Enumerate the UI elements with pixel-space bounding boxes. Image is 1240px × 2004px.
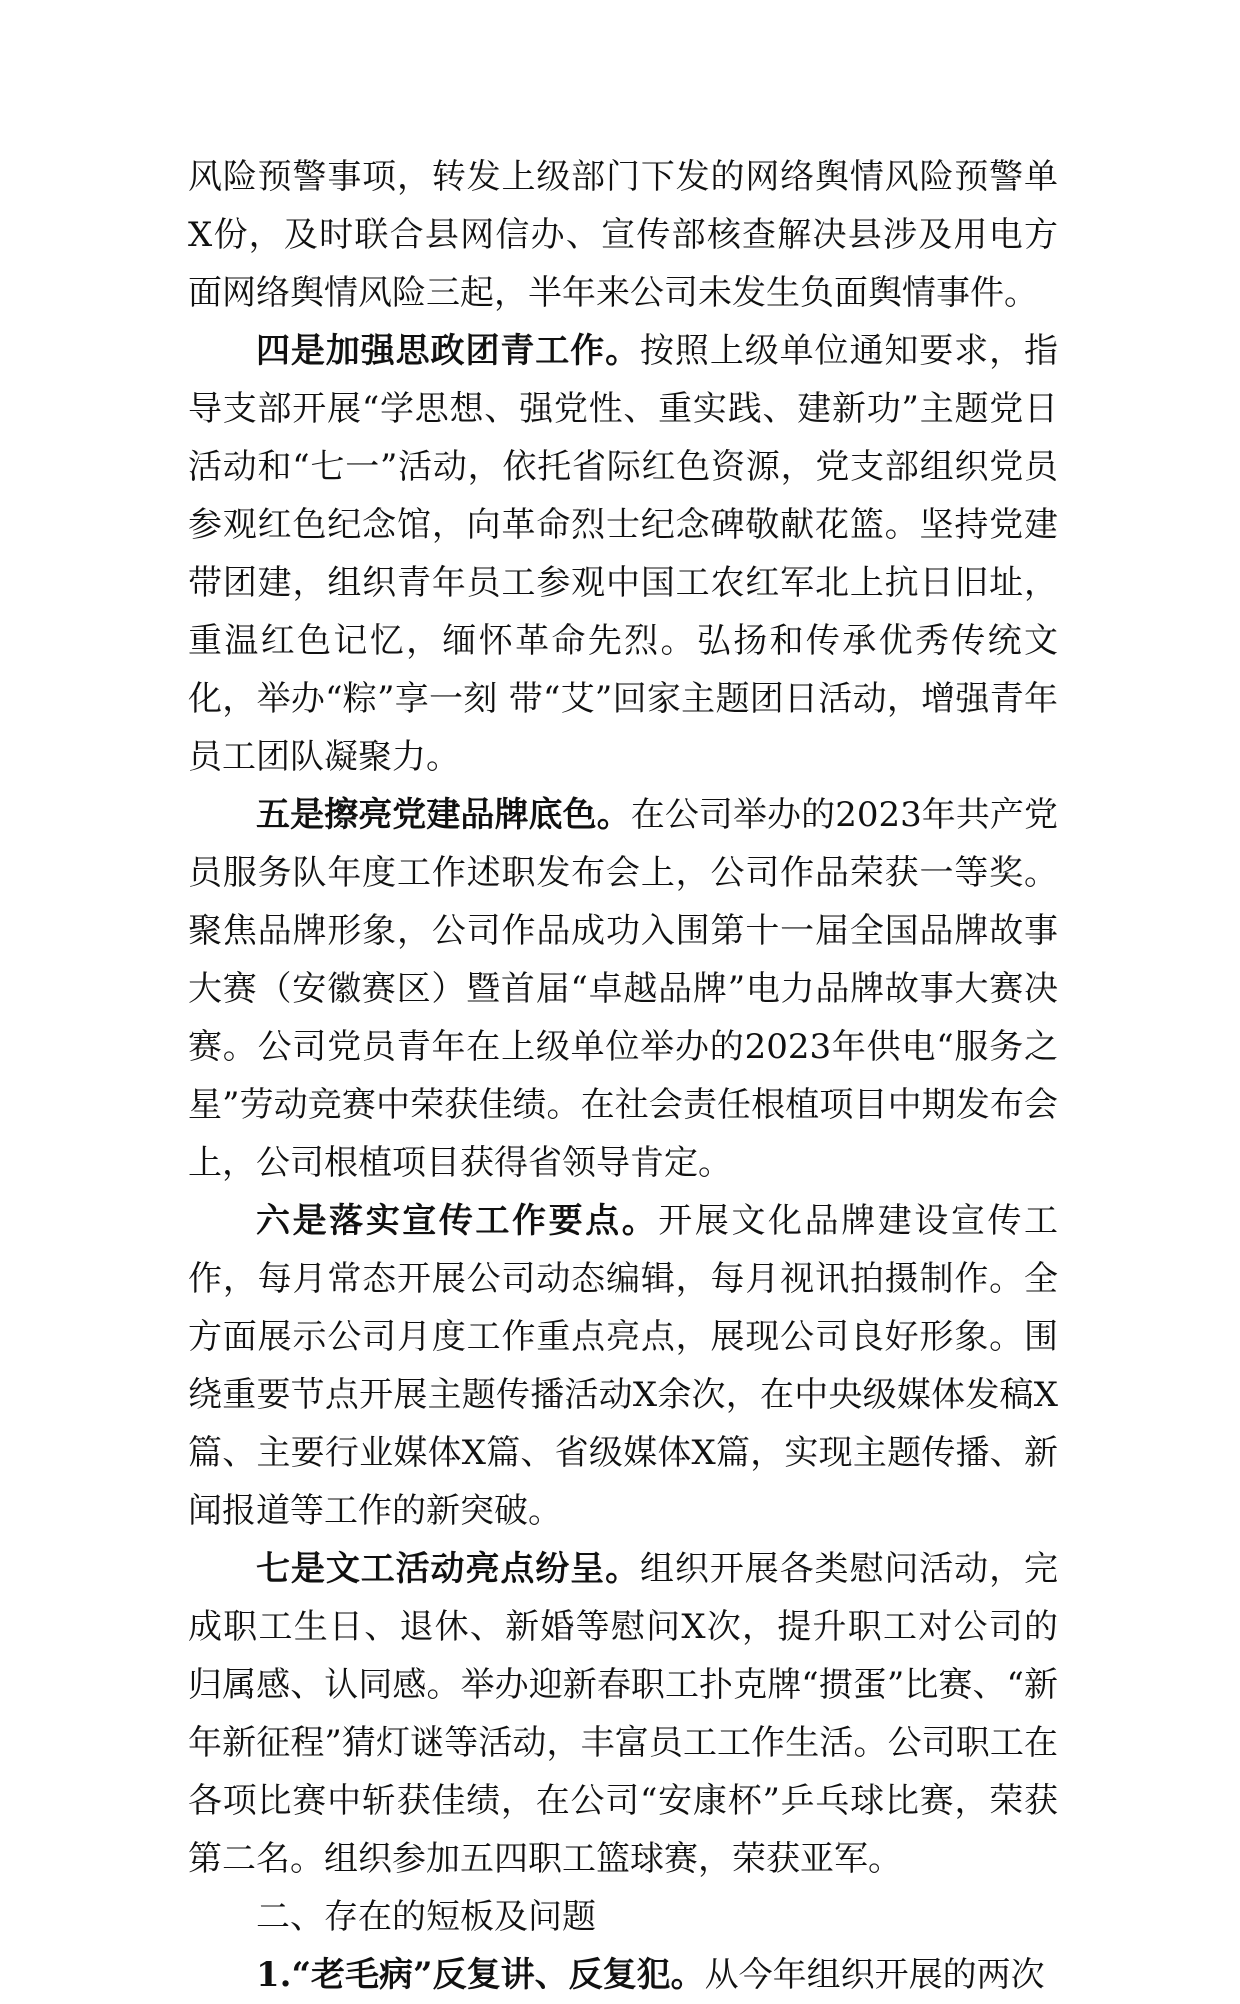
paragraph-heading: 1.“老毛病”反复讲、反复犯。	[256, 1955, 705, 1995]
paragraph-publicity	[188, 1192, 1058, 1540]
paragraph-heading: 六是落实宣传工作要点。	[256, 1201, 659, 1241]
paragraph-cultural-activities	[188, 1540, 1058, 1888]
paragraph-heading: 四是加强思政团青工作。	[256, 331, 640, 371]
section-title-problems	[188, 1888, 1058, 1946]
document-page	[188, 148, 1058, 2004]
paragraph-heading: 五是擦亮党建品牌底色。	[256, 795, 631, 835]
paragraph-youth-work	[188, 322, 1058, 786]
paragraph-recurring-problems	[188, 1946, 1058, 2004]
section-title-text: 二、存在的短板及问题	[256, 1897, 596, 1937]
paragraph-text: 组织开展各类慰问活动，完成职工生日、退休、新婚等慰问X次，提升职工对公司的归属感、认同感。举办迎新春职工扑克牌“掼蛋”比赛、“新年新征程”猜灯谜等活动，丰富员工工作生活。公司职工在各项比赛中斩获佳绩，在公司“安康杯”乒乓球比赛，荣获第二名。组织参加五四职工篮球赛，荣获亚军。	[188, 1549, 1058, 1879]
paragraph-heading: 七是文工活动亮点纷呈。	[256, 1549, 640, 1589]
paragraph-text: 风险预警事项，转发上级部门下发的网络舆情风险预警单X份，及时联合县网信办、宣传部核查解决县涉及用电方面网络舆情风险三起，半年来公司未发生负面舆情事件。	[188, 157, 1058, 313]
paragraph-public-opinion	[188, 148, 1058, 322]
paragraph-text: 按照上级单位通知要求，指导支部开展“学思想、强党性、重实践、建新功”主题党日活动和“七一”活动，依托省际红色资源，党支部组织党员参观红色纪念馆，向革命烈士纪念碑敬献花篮。坚持党建带团建，组织青年员工参观中国工农红军北上抗日旧址，重温红色记忆，缅怀革命先烈。弘扬和传承优秀传统文化，举办“粽”享一刻 带“艾”回家主题团日活动，增强青年员工团队凝聚力。	[188, 331, 1058, 777]
paragraph-text: 开展文化品牌建设宣传工作，每月常态开展公司动态编辑，每月视讯拍摄制作。全方面展示公司月度工作重点亮点，展现公司良好形象。围绕重要节点开展主题传播活动X余次，在中央级媒体发稿X篇、主要行业媒体X篇、省级媒体X篇，实现主题传播、新闻报道等工作的新突破。	[188, 1201, 1059, 1531]
paragraph-text: 从今年组织开展的两次	[704, 1955, 1045, 1995]
paragraph-text: 在公司举办的2023年共产党员服务队年度工作述职发布会上，公司作品荣获一等奖。聚焦品牌形象，公司作品成功入围第十一届全国品牌故事大赛（安徽赛区）暨首届“卓越品牌”电力品牌故事大赛决赛。公司党员青年在上级单位举办的2023年供电“服务之星”劳动竞赛中荣获佳绩。在社会责任根植项目中期发布会上，公司根植项目获得省领导肯定。	[188, 795, 1059, 1183]
paragraph-party-brand	[188, 786, 1058, 1192]
